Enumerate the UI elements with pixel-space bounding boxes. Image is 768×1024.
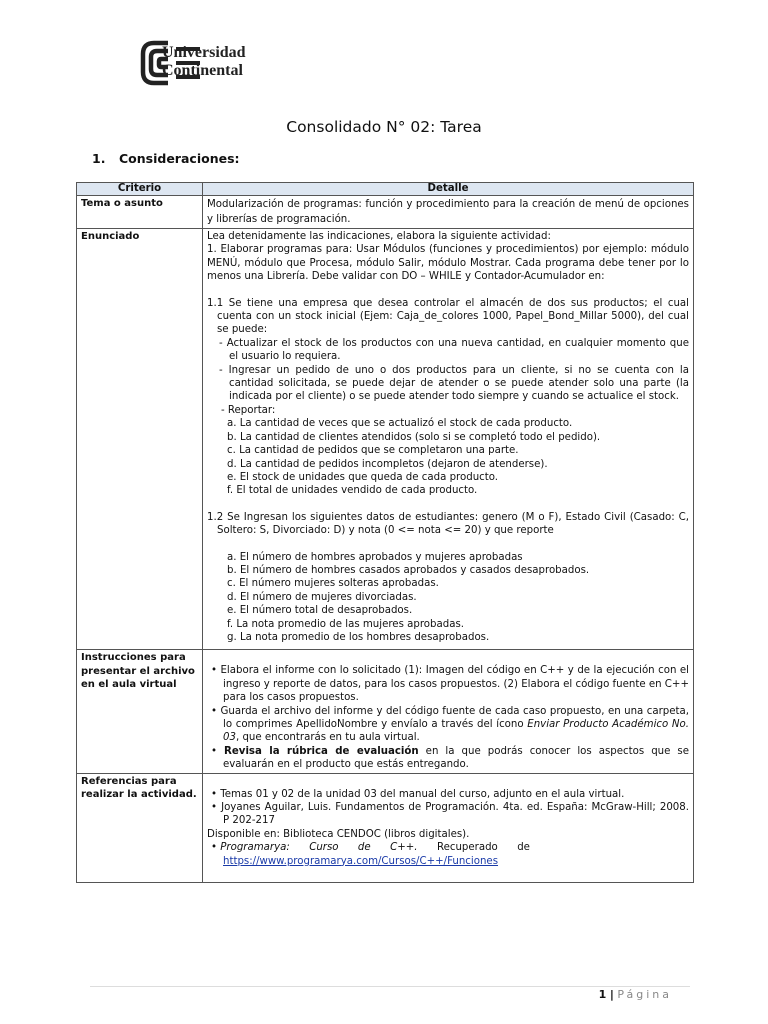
instruccion-3-post: en la que podrás conocer los aspectos que se evaluarán en el producto que estás entregando. [223, 745, 689, 771]
table-row-tema [77, 196, 694, 229]
enunciado-p1: 1. Elaborar programas para: Usar Módulos (funciones y procedimientos) por ejemplo: módulo MENÚ, módulo que Procesa, módulo Salir, módulo Mostrar. Cada programa debe tener por lo menos una Librería. Debe validar con DO – WHILE y Contador-Acumulador en: [207, 244, 689, 283]
list-item: c. La cantidad de pedidos que se completaron una parte. [227, 445, 519, 457]
instruccion-3-bold: Revisa la rúbrica de evaluación [224, 745, 419, 757]
instruccion-2-italic: Enviar Producto Académico No. 03 [223, 719, 689, 744]
referencia-1: • Temas 01 y 02 de la unidad 03 del manual del curso, adjunto en el aula virtual. [211, 788, 625, 800]
enunciado-d3: - Reportar: [221, 404, 276, 416]
enunciado-intro: Lea detenidamente las indicaciones, elabora la siguiente actividad: [207, 231, 551, 242]
table-row-referencias [77, 773, 694, 882]
enunciado-d1: - Actualizar el stock de los productos con una nueva cantidad, en cualquier momento que el usuario lo requiera. [219, 337, 689, 363]
list-item: e. El número total de desaprobados. [227, 605, 413, 617]
logo-text [162, 44, 246, 80]
list-item: d. La cantidad de pedidos incompletos (dejaron de atenderse). [227, 458, 548, 470]
detalle-referencias [203, 773, 694, 882]
enunciado-p11: 1.1 Se tiene una empresa que desea controlar el almacén de dos sus productos; el cual cuenta con un stock inicial (Ejem: Caja_de_colores 1000, Papel_Bond_Millar 5000), del cual se puede: [207, 297, 689, 336]
criterio-referencias: Referencias para realizar la actividad. [77, 773, 203, 882]
instruccion-2: • Guarda el archivo del informe y del código fuente de cada caso propuesto, en una carpeta, lo comprimes ApellidoNombre y envíalo a través del ícono Enviar Producto Académico No. 03, que encontrarás en tu aula virtual. [211, 705, 690, 744]
referencia-2: • Joyanes Aguilar, Luis. Fundamentos de Programación. 4ta. ed. España: McGraw-Hill; 2008. P 202-217 [211, 802, 689, 827]
instruccion-3: • Revisa la rúbrica de evaluación en la que podrás conocer los aspectos que se evaluarán en el producto que estás entregando. [211, 745, 689, 771]
logo-line2: Continental [162, 62, 243, 79]
header-criterio: Criterio [77, 183, 203, 196]
footer-divider [90, 986, 690, 987]
criterio-instrucciones: Instrucciones para presentar el archivo en el aula virtual [77, 650, 203, 773]
list-item: f. El total de unidades vendido de cada producto. [227, 485, 478, 497]
section-number: 1. [92, 151, 106, 166]
referencia-1-text: Temas 01 y 02 de la unidad 03 del manual del curso, adjunto en el aula virtual. [220, 788, 625, 800]
referencia-3-text: Recuperado de [417, 842, 530, 854]
section-heading [92, 151, 240, 166]
criterio-enunciado: Enunciado [77, 229, 203, 650]
referencia-3-italic: Programarya: Curso de C++. [220, 842, 418, 854]
detalle-instrucciones [203, 650, 694, 773]
document-title: Consolidado N° 02: Tarea [286, 118, 482, 136]
instruccion-1-text: Elabora el informe con lo solicitado (1): Imagen del código en C++ y de la ejecución con el ingreso y reporte de datos, para los casos propuestos. (2) Elabora el código fuente en C++ para los casos propuestos. [220, 665, 689, 704]
list-estudiantes [207, 551, 689, 645]
detalle-tema: Modularización de programas: función y procedimiento para la creación de menú de opciones y librerías de programación. [203, 196, 694, 229]
list-item: f. La nota promedio de las mujeres aprobadas. [227, 618, 464, 630]
table-header-row [77, 183, 694, 196]
list-item: g. La nota promedio de los hombres desaprobados. [227, 631, 490, 643]
page-number: 1 [598, 988, 607, 1001]
referencia-2-text: Joyanes Aguilar, Luis. Fundamentos de Programación. 4ta. ed. España: McGraw-Hill; 2008. P 202-217 [221, 802, 689, 827]
section-label: Consideraciones: [119, 151, 240, 166]
programarya-link[interactable]: https://www.programarya.com/Cursos/C++/Funciones [223, 855, 499, 867]
instruccion-2-pre: Guarda el archivo del informe y del código fuente de cada caso propuesto, en una carpeta, lo comprimes ApellidoNombre y envíalo a través del ícono [220, 705, 690, 730]
page-separator: | [609, 988, 614, 1001]
page-footer [599, 988, 672, 1001]
list-item: a. El número de hombres aprobados y mujeres aprobadas [227, 551, 523, 563]
list-item: c. El número mujeres solteras aprobadas. [227, 578, 439, 590]
considerations-table [76, 182, 694, 883]
list-item: b. La cantidad de clientes atendidos (solo si se completó todo el pedido). [227, 431, 601, 443]
list-item: a. La cantidad de veces que se actualizó el stock de cada producto. [227, 418, 573, 430]
page-label: Página [617, 988, 672, 1001]
enunciado-p12: 1.2 Se Ingresan los siguientes datos de estudiantes: genero (M o F), Estado Civil (Casado: C, Soltero: S, Divorciado: D) y nota (0 <= nota <= 20) y que reporte [207, 511, 689, 537]
list-item: e. El stock de unidades que queda de cada producto. [227, 471, 499, 483]
criterio-tema: Tema o asunto [77, 196, 203, 229]
list-reportar [207, 417, 689, 497]
referencia-link-row [207, 855, 689, 868]
referencia-2-extra: Disponible en: Biblioteca CENDOC (libros digitales). [207, 828, 470, 840]
logo-line1: Universidad [162, 44, 246, 61]
list-item: d. El número de mujeres divorciadas. [227, 591, 417, 603]
table-row-instrucciones [77, 650, 694, 773]
instruccion-1: • Elabora el informe con lo solicitado (1): Imagen del código en C++ y de la ejecución con el ingreso y reporte de datos, para los casos propuestos. (2) Elabora el código fuente en C++ para los casos propuestos. [211, 665, 689, 704]
detalle-enunciado [203, 229, 694, 650]
list-item: b. El número de hombres casados aprobados y casados desaprobados. [227, 564, 590, 576]
enunciado-d2: - Ingresar un pedido de uno o dos productos para un cliente, si no se cuenta con la cantidad solicitada, se puede dejar de atender o se puede atender solo una parte (la indicada por el cliente) o se puede atender todo siempre y cuando se actualice el stock. [219, 364, 689, 403]
table-row-enunciado [77, 229, 694, 650]
instruccion-2-post: , que encontrarás en tu aula virtual. [235, 732, 420, 744]
referencia-3: • Programarya: Curso de C++. Recuperado de [211, 842, 530, 854]
header-detalle: Detalle [203, 183, 694, 196]
